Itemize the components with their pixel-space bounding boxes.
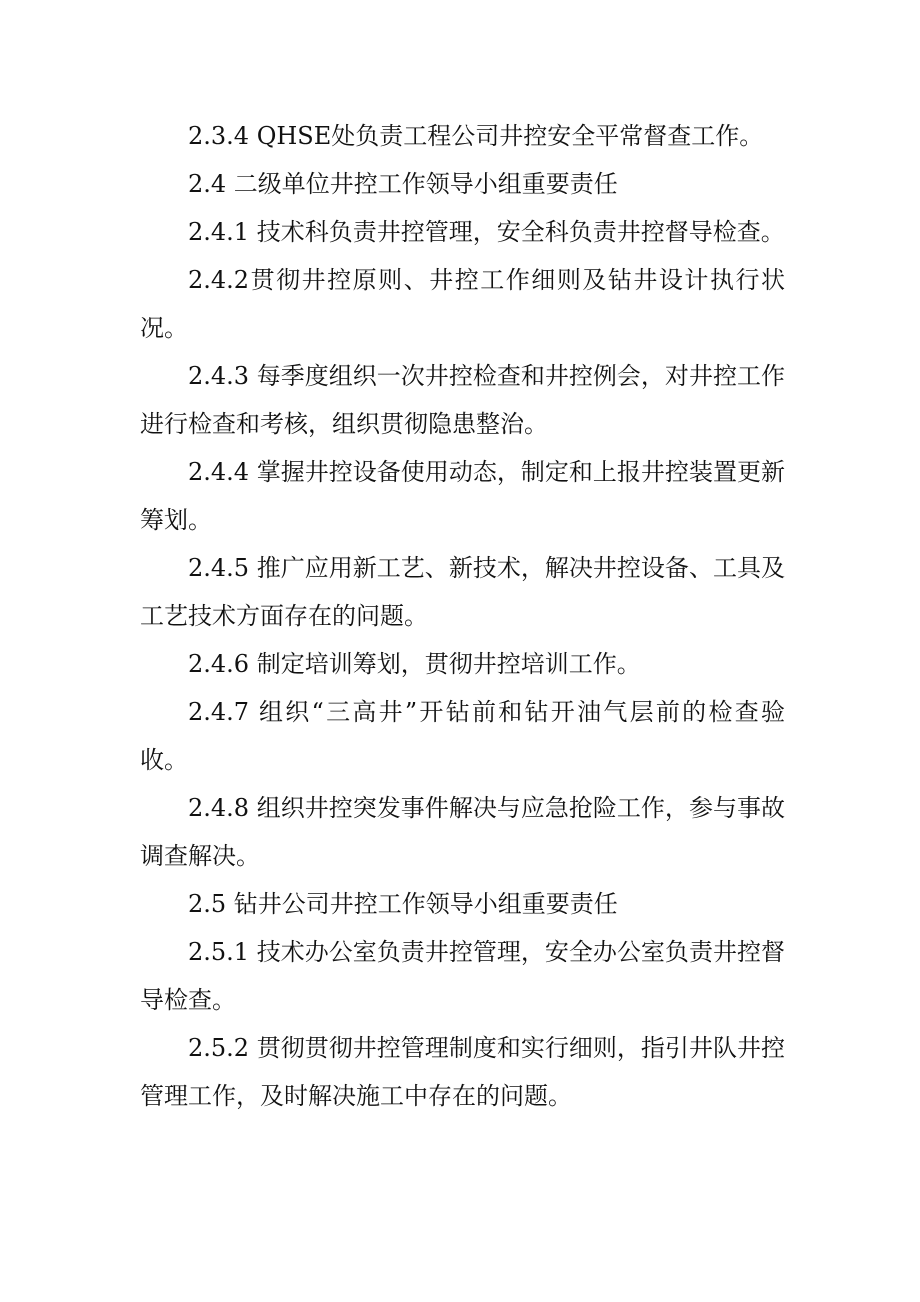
paragraph-2-4-2: 2.4.2贯彻井控原则、井控工作细则及钻井设计执行状况。 — [140, 266, 785, 342]
paragraph-2-4-5: 2.4.5 推广应用新工艺、新技术，解决井控设备、工具及工艺技术方面存在的问题。 — [140, 554, 785, 630]
paragraph-2-5-1: 2.5.1 技术办公室负责井控管理，安全办公室负责井控督导检查。 — [140, 938, 785, 1014]
paragraph-2-4-7: 2.4.7 组织“三高井”开钻前和钻开油气层前的检查验收。 — [140, 698, 785, 774]
heading-2-5: 2.5 钻井公司井控工作领导小组重要责任 — [188, 890, 618, 918]
paragraph-2-5-2: 2.5.2 贯彻贯彻井控管理制度和实行细则，指引井队井控管理工作，及时解决施工中存在的问题。 — [140, 1034, 785, 1110]
paragraph-2-4-3: 2.4.3 每季度组织一次井控检查和井控例会，对井控工作进行检查和考核，组织贯彻隐患整治。 — [140, 362, 785, 438]
paragraph-2-4-4: 2.4.4 掌握井控设备使用动态，制定和上报井控装置更新筹划。 — [140, 458, 785, 534]
paragraph-2-4-6: 2.4.6 制定培训筹划，贯彻井控培训工作。 — [188, 650, 641, 678]
paragraph-2-4-8: 2.4.8 组织井控突发事件解决与应急抢险工作，参与事故调查解决。 — [140, 794, 785, 870]
paragraph-2-4-1: 2.4.1 技术科负责井控管理，安全科负责井控督导检查。 — [188, 218, 785, 246]
document-body — [140, 112, 785, 1120]
heading-2-4: 2.4 二级单位井控工作领导小组重要责任 — [188, 170, 618, 198]
paragraph-2-3-4: 2.3.4 QHSE处负责工程公司井控安全平常督查工作。 — [188, 122, 764, 150]
